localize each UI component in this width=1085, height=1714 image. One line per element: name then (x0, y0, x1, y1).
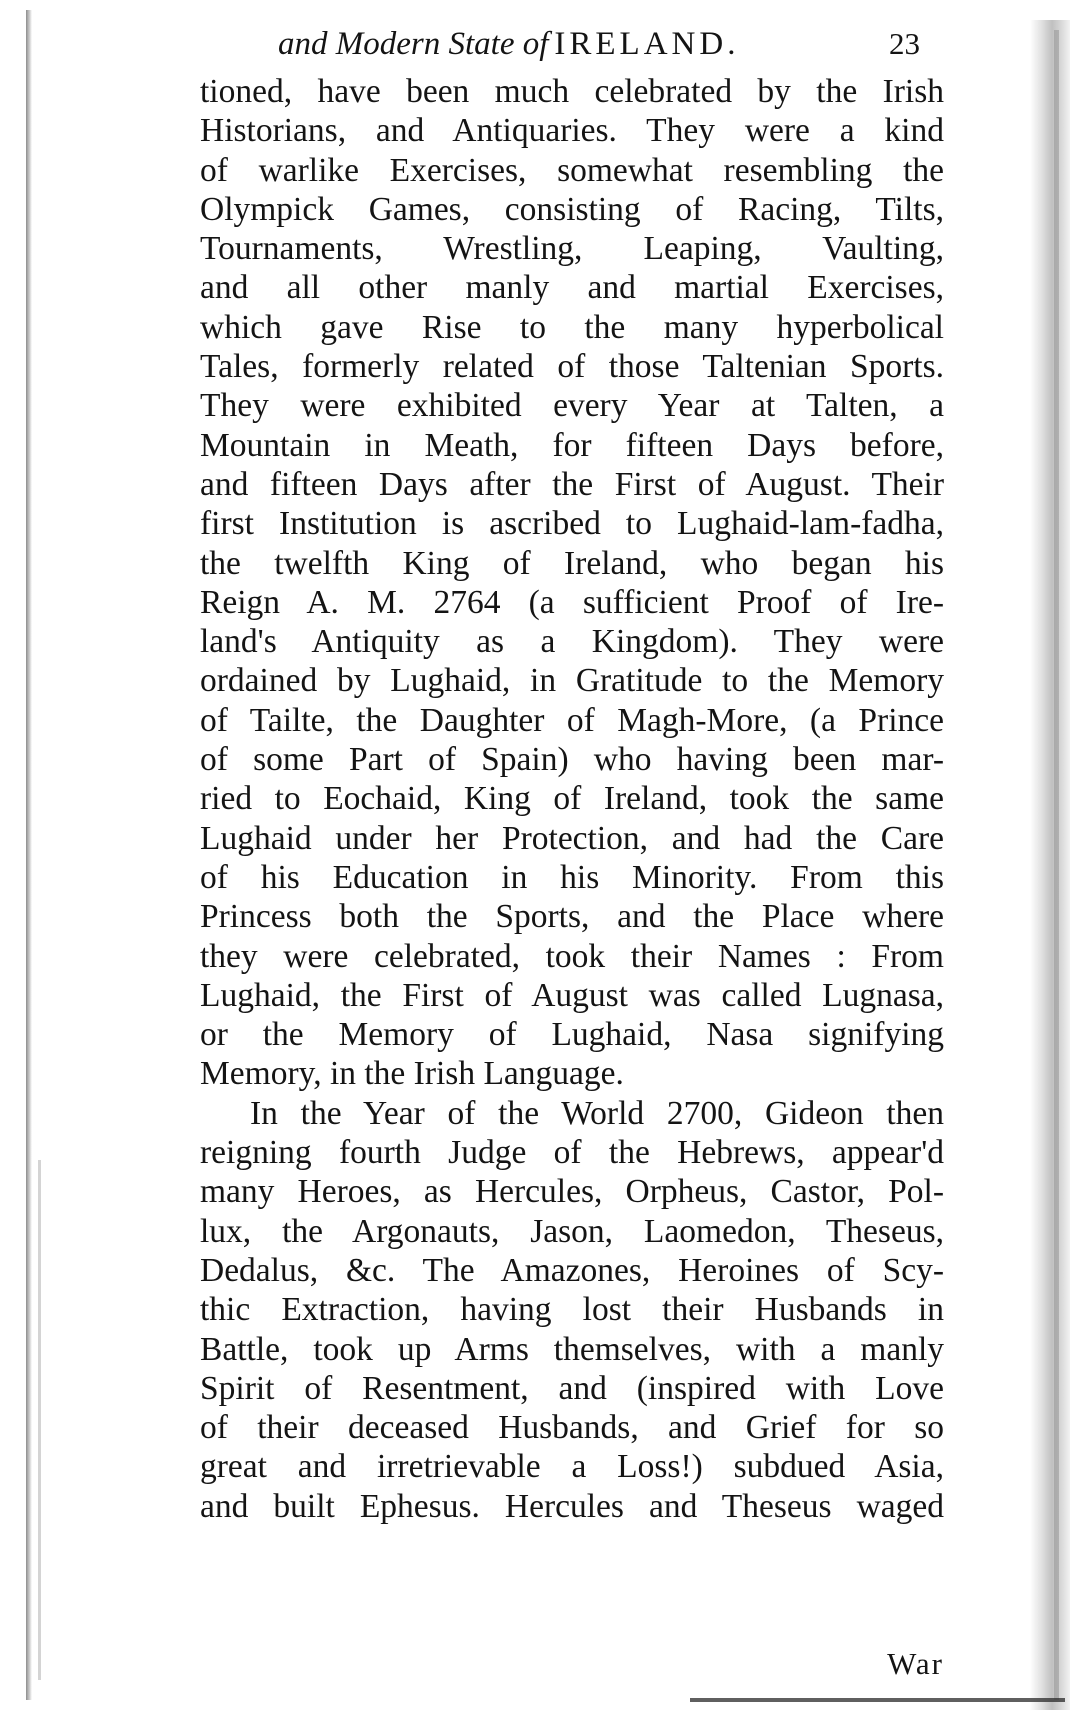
text-line: Memory, in the Irish Language. (200, 1055, 624, 1093)
text-line: tioned, have been much celebrated by the Irish (200, 73, 944, 110)
text-line: Lughaid under her Protection, and had the Care (200, 819, 944, 857)
page-bottom-edge (690, 1698, 1065, 1702)
text-line: many Heroes, as Hercules, Orpheus, Castor, Pol- (200, 1173, 944, 1211)
text-line: Princess both the Sports, and the Place where (200, 898, 944, 936)
text-line: of warlike Exercises, somewhat resembling the (200, 151, 944, 189)
text-line: ried to Eochaid, King of Ireland, took the same (200, 780, 944, 818)
text-line: They were exhibited every Year at Talten, a (200, 387, 944, 425)
text-line: Reign A. M. 2764 (a sufficient Proof of Ire- (200, 583, 944, 621)
text-line: and all other manly and martial Exercises, (200, 269, 944, 307)
running-title: and Modern State of (278, 26, 549, 62)
text-line: Lughaid, the First of August was called Lugnasa, (200, 976, 944, 1014)
text-line: Battle, took up Arms themselves, with a manly (200, 1330, 944, 1368)
text-line: first Institution is ascribed to Lughaid-lam-fadha, (200, 505, 944, 543)
text-line: of their deceased Husbands, and Grief for so (200, 1409, 944, 1447)
text-line: the twelfth King of Ireland, who began his (200, 544, 944, 582)
text-line: Olympick Games, consisting of Racing, Tilts, (200, 190, 944, 228)
page-edge-line-right (1054, 30, 1059, 1700)
running-header (278, 22, 938, 66)
page-gutter-shadow-left (26, 10, 32, 1700)
catchword: War (887, 1646, 944, 1681)
text-line: of some Part of Spain) who having been mar- (200, 741, 944, 779)
text-line: land's Antiquity as a Kingdom). They were (200, 623, 944, 661)
text-line: reigning fourth Judge of the Hebrews, appear'd (200, 1134, 944, 1172)
body-text (200, 72, 944, 1526)
text-line: and built Ephesus. Hercules and Theseus waged (200, 1487, 944, 1525)
text-line: and fifteen Days after the First of August. Their (200, 465, 944, 503)
text-line: great and irretrievable a Loss!) subdued Asia, (200, 1448, 944, 1486)
text-line: Tournaments, Wrestling, Leaping, Vaulting, (200, 230, 944, 268)
text-line: which gave Rise to the many hyperbolical (200, 308, 944, 346)
text-line: Mountain in Meath, for fifteen Days before, (200, 426, 944, 464)
text-line: Tales, formerly related of those Taltenian Sports. (200, 348, 944, 386)
text-line: In the Year of the World 2700, Gideon then (250, 1094, 944, 1132)
text-line: Dedalus, &c. The Amazones, Heroines of Scy- (200, 1251, 944, 1289)
page-gutter-mark-left (38, 1160, 41, 1680)
text-line: of his Education in his Minority. From this (200, 858, 944, 896)
text-line: ordained by Lughaid, in Gratitude to the Memory (200, 662, 944, 700)
page-edge-shadow-right (1030, 20, 1070, 1710)
running-title-caps: IRELAND. (554, 26, 740, 62)
text-line: or the Memory of Lughaid, Nasa signifying (200, 1016, 944, 1054)
text-line: lux, the Argonauts, Jason, Laomedon, Theseus, (200, 1212, 944, 1250)
page-number: 23 (889, 26, 920, 61)
text-line: of Tailte, the Daughter of Magh-More, (a Prince (200, 701, 944, 739)
text-line: Historians, and Antiquaries. They were a kind (200, 112, 944, 150)
text-line: they were celebrated, took their Names : From (200, 937, 944, 975)
text-line: Spirit of Resentment, and (inspired with Love (200, 1369, 944, 1407)
text-line: thic Extraction, having lost their Husbands in (200, 1291, 944, 1329)
